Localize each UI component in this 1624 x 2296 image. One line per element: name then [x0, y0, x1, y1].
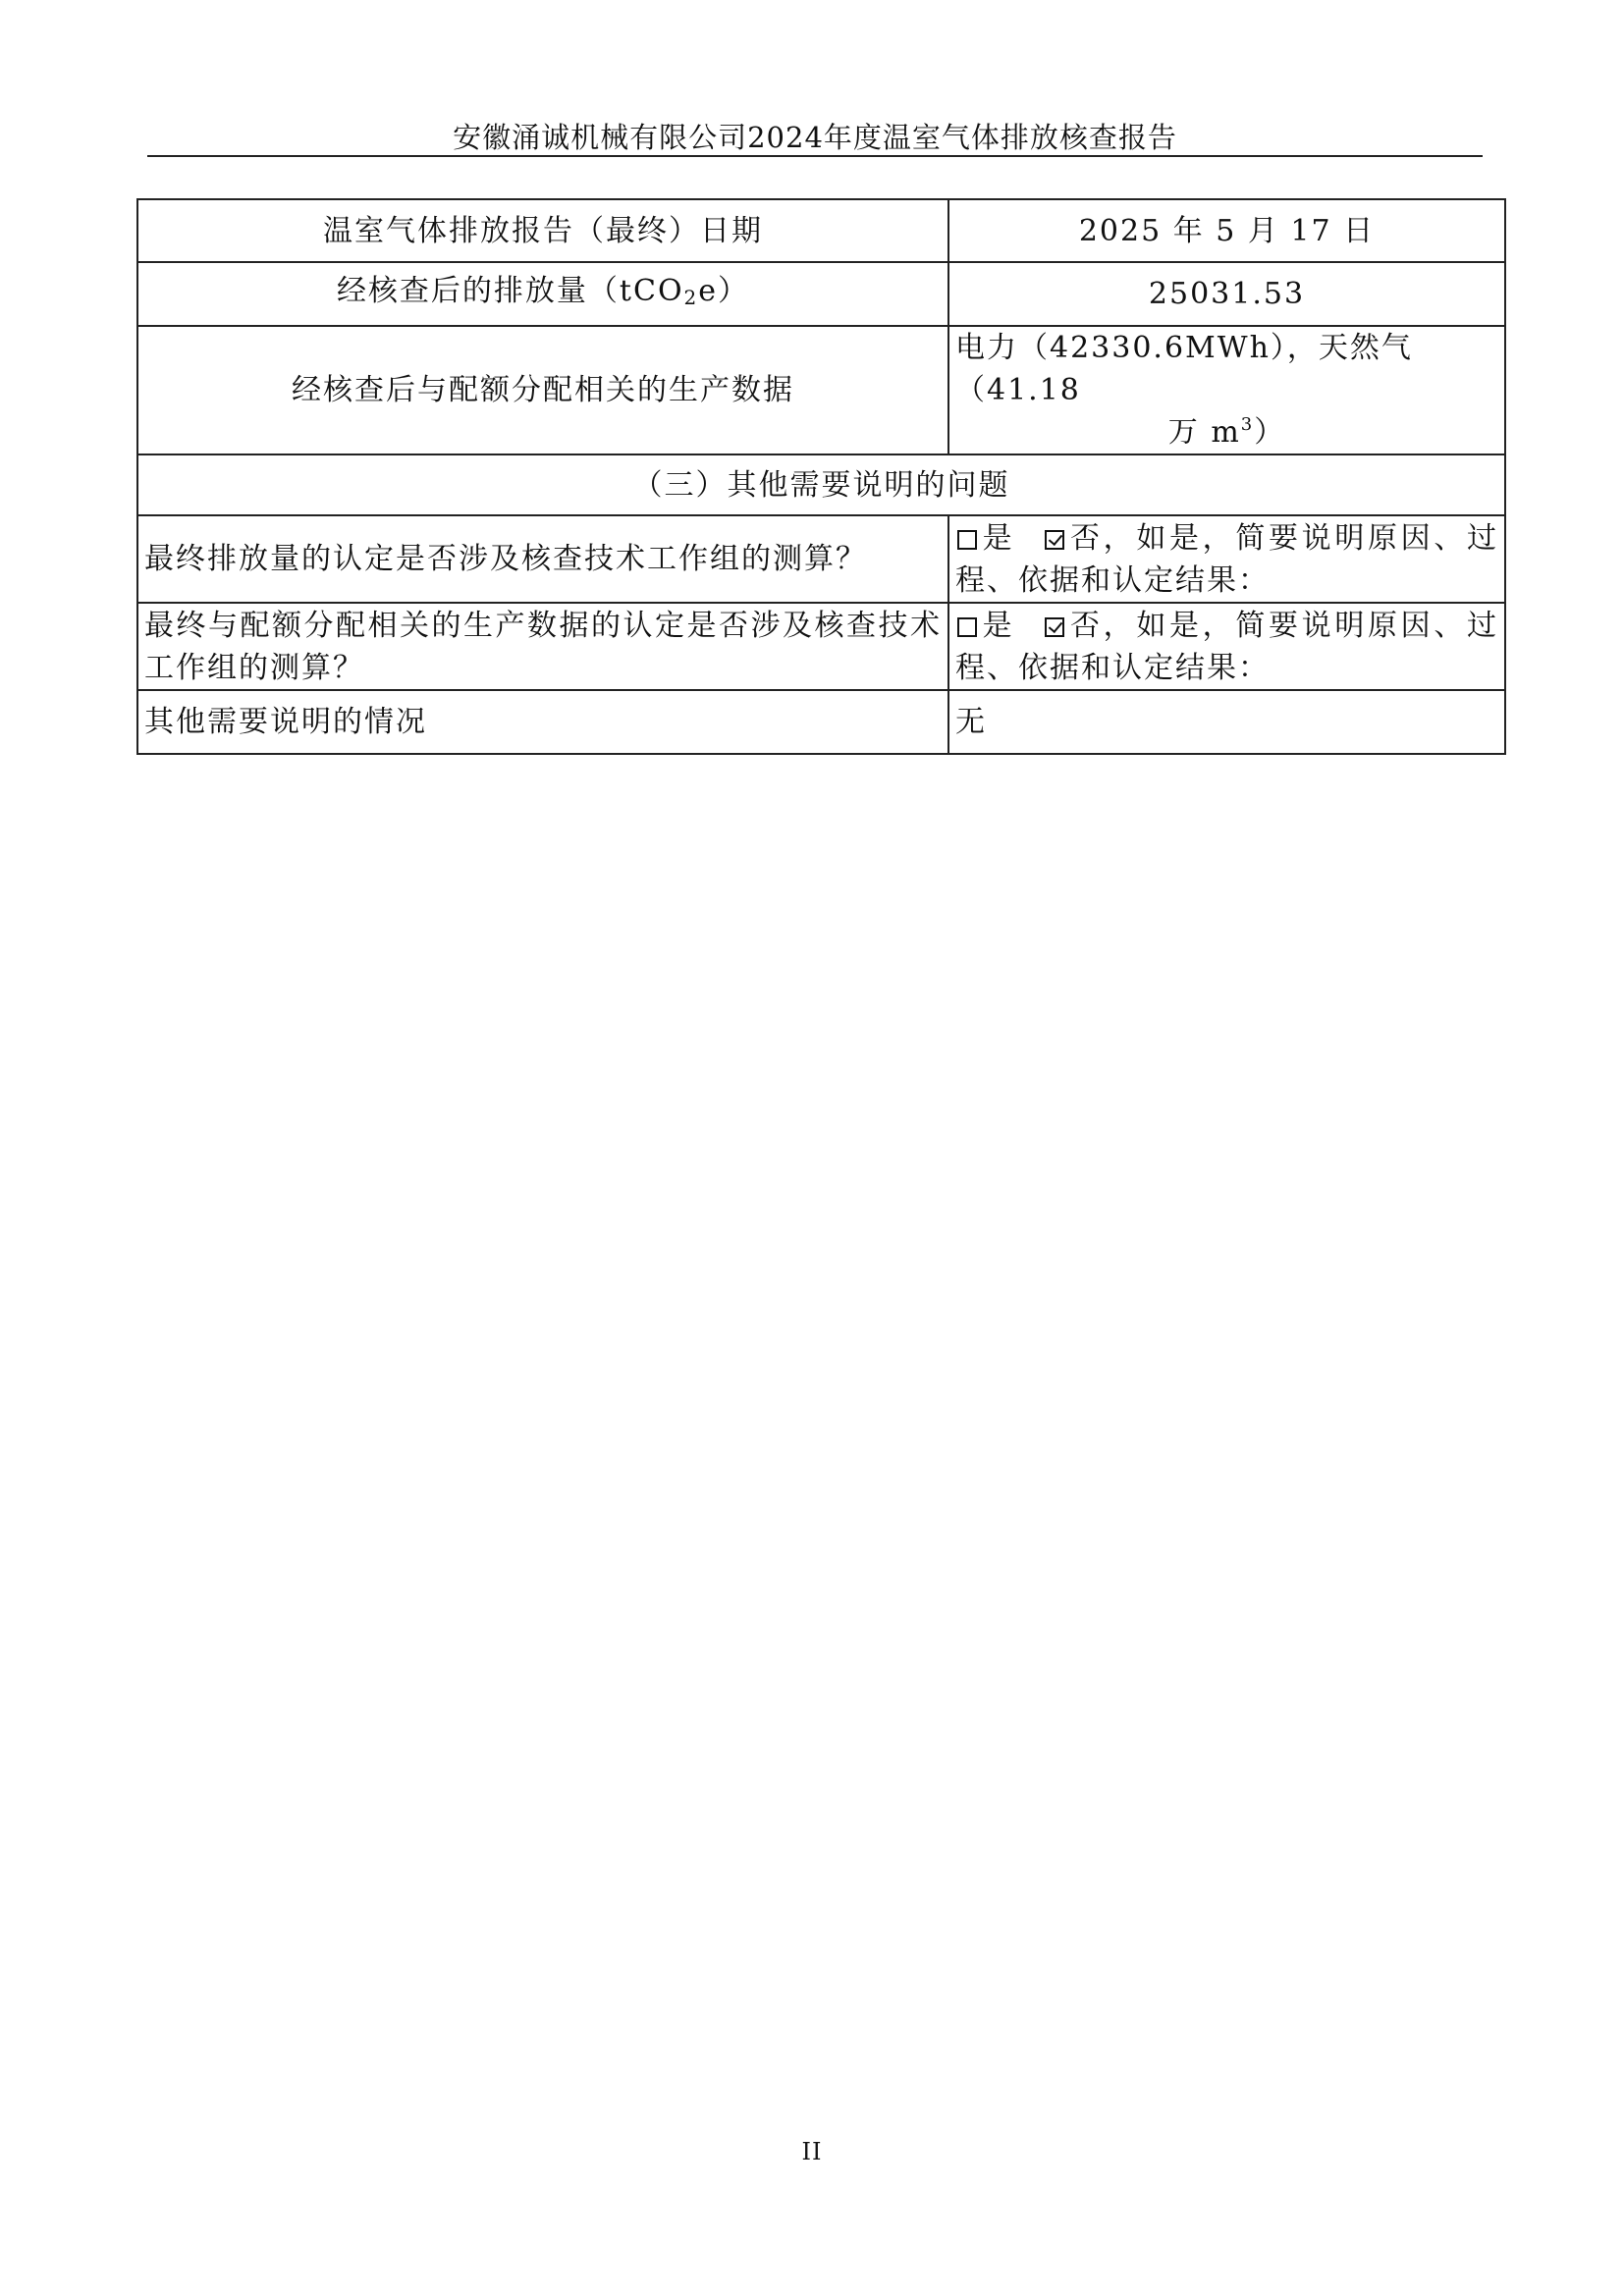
- question-1-label: 最终排放量的认定是否涉及核查技术工作组的测算？: [137, 515, 948, 603]
- table-row: [137, 515, 1505, 603]
- header-divider: [147, 155, 1483, 157]
- page-number: II: [801, 2138, 823, 2165]
- checkbox-yes-icon[interactable]: [957, 617, 977, 637]
- report-date-value: 2025 年 5 月 17 日: [948, 199, 1505, 262]
- section-title: （三）其他需要说明的问题: [137, 454, 1505, 515]
- table-row: [137, 199, 1505, 262]
- question-2-answer: 是 否，如是，简要说明原因、过程、依据和认定结果：: [948, 603, 1505, 690]
- production-data-value: 电力（42330.6MWh），天然气（41.18 万 $m^3$）: [948, 326, 1505, 454]
- question-1-answer: 是 否，如是，简要说明原因、过程、依据和认定结果：: [948, 515, 1505, 603]
- table-row: [137, 262, 1505, 326]
- checkbox-checked-icon[interactable]: [1045, 530, 1064, 550]
- table-row: [137, 454, 1505, 515]
- emission-label: 经核查后的排放量（tCO$_2$e）: [137, 262, 948, 326]
- other-notes-value: 无: [948, 690, 1505, 754]
- table-row: [137, 690, 1505, 754]
- verification-table: [136, 198, 1506, 755]
- page-header-title: 安徽涌诚机械有限公司2024年度温室气体排放核查报告: [453, 121, 1177, 154]
- question-2-label: 最终与配额分配相关的生产数据的认定是否涉及核查技术工作组的测算？: [137, 603, 948, 690]
- report-date-label: 温室气体排放报告（最终）日期: [137, 199, 948, 262]
- checkbox-yes-icon[interactable]: [957, 530, 977, 550]
- table-row: [137, 603, 1505, 690]
- emission-value: 25031.53: [948, 262, 1505, 326]
- other-notes-label: 其他需要说明的情况: [137, 690, 948, 754]
- production-data-label: 经核查后与配额分配相关的生产数据: [137, 326, 948, 454]
- checkbox-checked-icon[interactable]: [1045, 617, 1064, 637]
- table-row: [137, 326, 1505, 454]
